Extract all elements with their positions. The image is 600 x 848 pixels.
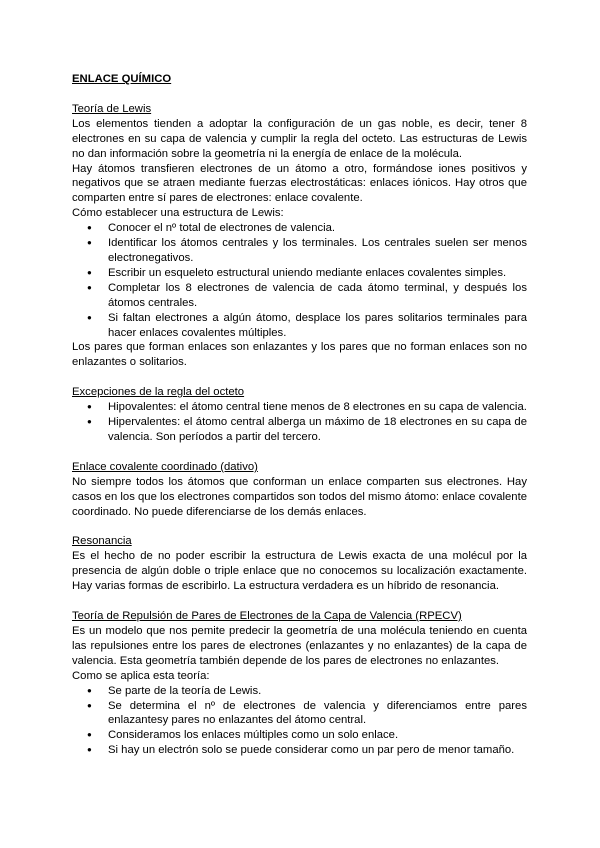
lewis-paragraph-4: Los pares que forman enlaces son enlazantes y los pares que no forman enlaces son no enlazantes o solitarios. xyxy=(72,341,527,369)
lewis-paragraph-1: Los elementos tienden a adoptar la configuración de un gas noble, es decir, tener 8 electrones en su capa de valencia y cumplir la regla del octeto. Las estructuras de Lewis no dan información sobre la geometría ni la energía de enlace de la molécula. xyxy=(72,117,527,160)
lewis-heading: Teoría de Lewis xyxy=(72,102,152,115)
section-rpecv xyxy=(72,609,527,758)
resonance-heading: Resonancia xyxy=(72,535,132,548)
section-octet-exceptions xyxy=(72,385,527,445)
rpecv-paragraph-2: Como se aplica esta teoría: xyxy=(72,669,210,682)
list-item: ● Completar los 8 electrones de valencia de cada átomo terminal, y después los átomos centrales. xyxy=(72,281,527,311)
dative-heading: Enlace covalente coordinado (dativo) xyxy=(72,460,258,473)
section-lewis xyxy=(72,102,527,370)
list-item: ● Conocer el nº total de electrones de valencia. xyxy=(72,221,527,236)
list-item: ● Hipervalentes: el átomo central alberga un máximo de 18 electrones en su capa de valencia. Son períodos a partir del tercero. xyxy=(72,415,527,445)
octet-exceptions-list xyxy=(72,400,527,445)
resonance-paragraph: Es el hecho de no poder escribir la estructura de Lewis exacta de una molécul por la presencia de algún doble o triple enlace que no conocemos su localización exactamente. Hay varias formas de escribirlo. La estructura verdadera es un híbrido de resonancia. xyxy=(72,550,527,593)
lewis-steps-list xyxy=(72,221,527,340)
list-item: ● Consideramos los enlaces múltiples como un solo enlace. xyxy=(72,728,527,743)
dative-paragraph: No siempre todos los átomos que conforman un enlace comparten sus electrones. Hay casos en los que los electrones compartidos son todos del mismo átomo: enlace covalente coordinado. No puede diferenciarse de los demás enlaces. xyxy=(72,475,527,518)
rpecv-heading: Teoría de Repulsión de Pares de Electrones de la Capa de Valencia (RPECV) xyxy=(72,610,462,623)
octet-heading: Excepciones de la regla del octeto xyxy=(72,386,245,399)
list-item: ● Si faltan electrones a algún átomo, desplace los pares solitarios terminales para hacer enlaces covalentes múltiples. xyxy=(72,311,527,341)
rpecv-steps-list xyxy=(72,684,527,759)
list-item: ● Se determina el nº de electrones de valencia y diferenciamos entre pares enlazantesy pares no enlazantes del átomo central. xyxy=(72,699,527,729)
lewis-paragraph-3: Cómo establecer una estructura de Lewis: xyxy=(72,207,284,220)
list-item: ● Escribir un esqueleto estructural uniendo mediante enlaces covalentes simples. xyxy=(72,266,527,281)
list-item: ● Se parte de la teoría de Lewis. xyxy=(72,684,527,699)
rpecv-paragraph-1: Es un modelo que nos pemite predecir la geometría de una molécula teniendo en cuenta las repulsiones entre los pares de electrones (enlazantes y no enlazantes) de la capa de valencia. Esta geometría también depende de los pares de electrones no enlazantes. xyxy=(72,625,527,667)
list-item: ● Identificar los átomos centrales y los terminales. Los centrales suelen ser menos electronegativos. xyxy=(72,236,527,266)
document-title: ENLACE QUÍMICO xyxy=(72,73,172,85)
list-item: ● Si hay un electrón solo se puede considerar como un par pero de menor tamaño. xyxy=(72,743,527,758)
section-resonance xyxy=(72,534,527,594)
list-item: ● Hipovalentes: el átomo central tiene menos de 8 electrones en su capa de valencia. xyxy=(72,400,527,415)
lewis-paragraph-2: Hay átomos transfieren electrones de un átomo a otro, formándose iones positivos y negativos que se atraen mediante fuerzas electrostáticas: enlaces iónicos. Hay otros que comparten entre sí pares de electrones: enlace covalente. xyxy=(72,162,527,205)
section-dative-bond xyxy=(72,460,527,520)
